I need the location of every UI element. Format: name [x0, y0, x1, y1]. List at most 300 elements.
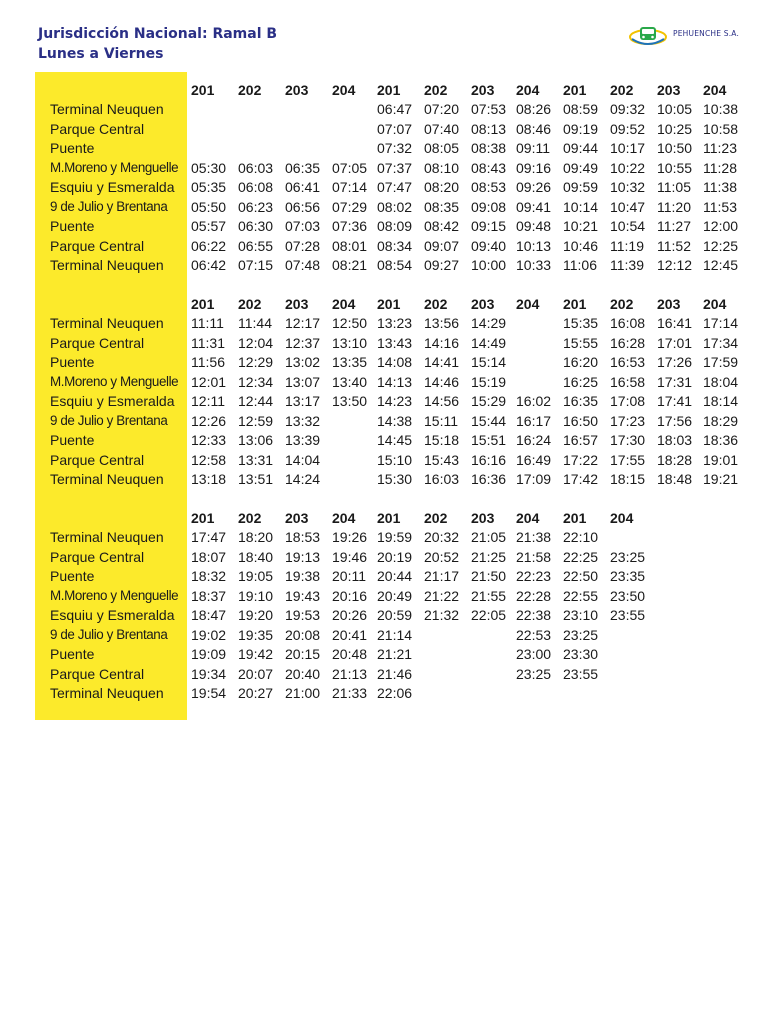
- route-header: 202: [610, 82, 634, 98]
- departure-time: 14:08: [377, 354, 413, 370]
- departure-time: 21:22: [424, 587, 460, 604]
- departure-time: 08:35: [424, 198, 460, 215]
- departure-time: 11:38: [703, 179, 737, 195]
- departure-time: 19:38: [285, 568, 321, 584]
- departure-time: 21:05: [471, 529, 507, 545]
- departure-time: 16:49: [516, 451, 552, 468]
- departure-time: 16:08: [610, 315, 646, 331]
- departure-time: 19:43: [285, 587, 321, 604]
- departure-time: 19:10: [238, 587, 274, 604]
- departure-time: 20:16: [332, 587, 368, 604]
- departure-time: 09:49: [563, 159, 599, 176]
- departure-time: 07:47: [377, 179, 413, 195]
- departure-time: 21:33: [332, 685, 368, 701]
- departure-time: 12:45: [703, 257, 739, 273]
- route-header: 201: [191, 510, 215, 526]
- departure-time: 06:42: [191, 257, 227, 273]
- departure-time: 23:25: [516, 665, 552, 682]
- departure-time: 15:44: [471, 412, 507, 429]
- departure-time: 20:11: [332, 568, 366, 584]
- departure-time: 13:40: [332, 373, 368, 390]
- stop-name: Parque Central: [50, 548, 145, 565]
- departure-time: 15:55: [563, 334, 599, 351]
- departure-time: 15:18: [424, 432, 460, 448]
- route-header: 202: [424, 510, 448, 526]
- departure-time: 06:47: [377, 101, 413, 117]
- departure-time: 13:06: [238, 432, 274, 448]
- departure-time: 16:28: [610, 334, 646, 351]
- route-header: 201: [377, 510, 401, 526]
- departure-time: 15:14: [471, 354, 507, 370]
- departure-time: 20:49: [377, 587, 413, 604]
- departure-time: 19:59: [377, 529, 413, 545]
- departure-time: 13:23: [377, 315, 413, 331]
- departure-time: 07:05: [332, 159, 368, 176]
- departure-time: 06:22: [191, 237, 227, 254]
- departure-time: 07:48: [285, 257, 321, 273]
- departure-time: 19:42: [238, 646, 274, 662]
- departure-time: 19:34: [191, 665, 227, 682]
- departure-time: 17:31: [657, 373, 693, 390]
- route-header: 201: [377, 296, 401, 312]
- departure-time: 16:16: [471, 451, 507, 468]
- route-header: 204: [703, 82, 727, 98]
- departure-time: 12:00: [703, 218, 739, 234]
- departure-time: 21:00: [285, 685, 321, 701]
- departure-time: 07:29: [332, 198, 368, 215]
- departure-time: 10:33: [516, 257, 552, 273]
- departure-time: 08:53: [471, 179, 507, 195]
- departure-time: 22:28: [516, 587, 552, 604]
- departure-time: 19:46: [332, 548, 368, 565]
- departure-time: 23:35: [610, 568, 646, 584]
- departure-time: 07:03: [285, 218, 321, 234]
- departure-time: 09:41: [516, 198, 552, 215]
- departure-time: 09:48: [516, 218, 552, 234]
- departure-time: 16:58: [610, 373, 646, 390]
- departure-time: 08:09: [377, 218, 413, 234]
- departure-time: 08:43: [471, 159, 507, 176]
- departure-time: 12:11: [191, 393, 225, 409]
- departure-time: 06:35: [285, 159, 321, 176]
- departure-time: 20:19: [377, 548, 413, 565]
- departure-time: 06:08: [238, 179, 274, 195]
- departure-time: 13:39: [285, 432, 321, 448]
- departure-time: 13:31: [238, 451, 274, 468]
- departure-time: 20:44: [377, 568, 413, 584]
- stop-name: Parque Central: [50, 237, 145, 254]
- departure-time: 22:50: [563, 568, 599, 584]
- departure-time: 16:25: [563, 373, 599, 390]
- departure-time: 19:26: [332, 529, 368, 545]
- departure-time: 10:17: [610, 140, 646, 156]
- departure-time: 23:10: [563, 607, 599, 623]
- departure-time: 13:43: [377, 334, 413, 351]
- departure-time: 17:34: [703, 334, 739, 351]
- stop-name: Terminal Neuquen: [50, 101, 164, 117]
- departure-time: 15:51: [471, 432, 507, 448]
- departure-time: 20:59: [377, 607, 413, 623]
- departure-time: 20:52: [424, 548, 460, 565]
- departure-time: 14:16: [424, 334, 460, 351]
- departure-time: 09:11: [516, 140, 550, 156]
- title-jurisdiction: Jurisdicción Nacional: Ramal B: [38, 26, 278, 42]
- departure-time: 17:26: [657, 354, 693, 370]
- departure-time: 16:03: [424, 471, 460, 487]
- departure-time: 11:19: [610, 237, 644, 254]
- departure-time: 10:32: [610, 179, 646, 195]
- departure-time: 11:28: [703, 159, 737, 176]
- departure-time: 20:26: [332, 607, 368, 623]
- departure-time: 12:26: [191, 412, 227, 429]
- departure-time: 14:23: [377, 393, 413, 409]
- departure-time: 21:58: [516, 548, 552, 565]
- route-header: 201: [191, 296, 215, 312]
- stop-name: Terminal Neuquen: [50, 685, 164, 701]
- route-header: 201: [191, 82, 215, 98]
- departure-time: 10:00: [471, 257, 507, 273]
- departure-time: 21:55: [471, 587, 507, 604]
- departure-time: 09:26: [516, 179, 552, 195]
- departure-time: 08:01: [332, 237, 368, 254]
- route-header: 203: [285, 510, 309, 526]
- departure-time: 13:10: [332, 334, 368, 351]
- departure-time: 09:52: [610, 120, 646, 137]
- departure-time: 19:54: [191, 685, 227, 701]
- stop-name: Parque Central: [50, 120, 145, 137]
- stop-name: Puente: [50, 568, 95, 584]
- departure-time: 14:49: [471, 334, 507, 351]
- route-header: 203: [285, 82, 309, 98]
- departure-time: 18:53: [285, 529, 321, 545]
- departure-time: 18:20: [238, 529, 274, 545]
- departure-time: 16:57: [563, 432, 599, 448]
- departure-time: 06:56: [285, 198, 321, 215]
- departure-time: 10:55: [657, 159, 693, 176]
- departure-time: 09:40: [471, 237, 507, 254]
- departure-time: 14:46: [424, 373, 460, 390]
- departure-time: 12:12: [657, 257, 693, 273]
- departure-time: 17:01: [657, 334, 693, 351]
- departure-time: 23:55: [610, 607, 646, 623]
- departure-time: 17:08: [610, 393, 646, 409]
- departure-time: 10:50: [657, 140, 693, 156]
- departure-time: 23:30: [563, 646, 599, 662]
- departure-time: 10:05: [657, 101, 693, 117]
- departure-time: 10:47: [610, 198, 646, 215]
- departure-time: 11:56: [191, 354, 225, 370]
- departure-time: 18:03: [657, 432, 693, 448]
- route-header: 204: [332, 510, 356, 526]
- departure-time: 11:53: [703, 198, 737, 215]
- departure-time: 16:20: [563, 354, 599, 370]
- route-header: 204: [516, 510, 540, 526]
- departure-time: 21:14: [377, 626, 413, 643]
- departure-time: 07:32: [377, 140, 413, 156]
- departure-time: 07:37: [377, 159, 413, 176]
- departure-time: 18:40: [238, 548, 274, 565]
- departure-time: 10:54: [610, 218, 646, 234]
- departure-time: 14:38: [377, 412, 413, 429]
- departure-time: 14:13: [377, 373, 413, 390]
- departure-time: 21:21: [377, 646, 413, 662]
- bus-icon: [628, 22, 670, 50]
- departure-time: 14:24: [285, 471, 321, 487]
- departure-time: 18:47: [191, 607, 227, 623]
- stop-name: M.Moreno y Menguelle: [50, 373, 179, 389]
- departure-time: 22:06: [377, 685, 413, 701]
- departure-time: 15:10: [377, 451, 413, 468]
- departure-time: 12:37: [285, 334, 321, 351]
- departure-time: 22:05: [471, 607, 507, 623]
- departure-time: 20:41: [332, 626, 368, 643]
- departure-time: 23:55: [563, 665, 599, 682]
- departure-time: 09:44: [563, 140, 599, 156]
- route-header: 202: [238, 510, 262, 526]
- departure-time: 16:17: [516, 412, 552, 429]
- departure-time: 05:35: [191, 179, 227, 195]
- route-header: 202: [238, 82, 262, 98]
- departure-time: 07:36: [332, 218, 368, 234]
- route-header: 204: [516, 296, 540, 312]
- route-header: 204: [610, 510, 634, 526]
- departure-time: 05:50: [191, 198, 227, 215]
- departure-time: 19:05: [238, 568, 274, 584]
- departure-time: 17:56: [657, 412, 693, 429]
- stop-name: Parque Central: [50, 334, 145, 351]
- departure-time: 18:37: [191, 587, 227, 604]
- departure-time: 08:10: [424, 159, 460, 176]
- departure-time: 14:56: [424, 393, 460, 409]
- departure-time: 16:41: [657, 315, 693, 331]
- departure-time: 19:02: [191, 626, 227, 643]
- departure-time: 19:09: [191, 646, 227, 662]
- departure-time: 18:28: [657, 451, 693, 468]
- departure-time: 11:27: [657, 218, 691, 234]
- departure-time: 08:42: [424, 218, 460, 234]
- departure-time: 08:26: [516, 101, 552, 117]
- departure-time: 08:02: [377, 198, 413, 215]
- departure-time: 12:58: [191, 451, 227, 468]
- page-title: [38, 24, 277, 64]
- departure-time: 08:21: [332, 257, 368, 273]
- departure-time: 18:15: [610, 471, 646, 487]
- stop-name: Puente: [50, 140, 95, 156]
- stop-name: Puente: [50, 646, 95, 662]
- stop-name: Puente: [50, 432, 95, 448]
- departure-time: 08:38: [471, 140, 507, 156]
- departure-time: 14:29: [471, 315, 507, 331]
- departure-time: 12:34: [238, 373, 274, 390]
- departure-time: 08:05: [424, 140, 460, 156]
- departure-time: 17:47: [191, 529, 227, 545]
- departure-time: 07:28: [285, 237, 321, 254]
- departure-time: 17:14: [703, 315, 739, 331]
- departure-time: 20:27: [238, 685, 274, 701]
- route-header: 203: [657, 296, 681, 312]
- departure-time: 22:55: [563, 587, 599, 604]
- departure-time: 16:35: [563, 393, 599, 409]
- departure-time: 07:07: [377, 120, 413, 137]
- departure-time: 12:17: [285, 315, 321, 331]
- stop-name: Terminal Neuquen: [50, 257, 164, 273]
- departure-time: 18:36: [703, 432, 739, 448]
- departure-time: 16:36: [471, 471, 507, 487]
- departure-time: 19:53: [285, 607, 321, 623]
- departure-time: 09:16: [516, 159, 552, 176]
- departure-time: 05:30: [191, 159, 227, 176]
- departure-time: 20:15: [285, 646, 321, 662]
- departure-time: 16:24: [516, 432, 552, 448]
- departure-time: 19:35: [238, 626, 274, 643]
- departure-time: 10:25: [657, 120, 693, 137]
- route-header: 201: [563, 82, 587, 98]
- departure-time: 19:01: [703, 451, 739, 468]
- departure-time: 18:07: [191, 548, 227, 565]
- stop-name: Parque Central: [50, 665, 145, 682]
- route-header: 204: [703, 296, 727, 312]
- departure-time: 19:20: [238, 607, 274, 623]
- departure-time: 07:14: [332, 179, 368, 195]
- departure-time: 22:38: [516, 607, 552, 623]
- departure-time: 13:07: [285, 373, 321, 390]
- stop-name: 9 de Julio y Brentana: [50, 412, 168, 428]
- departure-time: 11:11: [191, 315, 224, 331]
- departure-time: 20:32: [424, 529, 460, 545]
- departure-time: 21:13: [332, 665, 368, 682]
- departure-time: 15:29: [471, 393, 507, 409]
- departure-time: 08:13: [471, 120, 507, 137]
- departure-time: 17:42: [563, 471, 599, 487]
- departure-time: 21:25: [471, 548, 507, 565]
- stop-name: Puente: [50, 354, 95, 370]
- departure-time: 15:35: [563, 315, 599, 331]
- route-header: 201: [377, 82, 401, 98]
- departure-time: 09:27: [424, 257, 460, 273]
- departure-time: 21:50: [471, 568, 507, 584]
- departure-time: 14:41: [424, 354, 460, 370]
- route-header: 202: [424, 82, 448, 98]
- departure-time: 11:31: [191, 334, 225, 351]
- departure-time: 16:50: [563, 412, 599, 429]
- departure-time: 17:59: [703, 354, 739, 370]
- route-header: 203: [657, 82, 681, 98]
- departure-time: 10:58: [703, 120, 739, 137]
- stop-name: Terminal Neuquen: [50, 471, 164, 487]
- departure-time: 11:44: [238, 315, 272, 331]
- route-header: 204: [332, 296, 356, 312]
- departure-time: 21:46: [377, 665, 413, 682]
- departure-time: 22:53: [516, 626, 552, 643]
- stop-name: 9 de Julio y Brentana: [50, 198, 168, 214]
- route-header: 202: [238, 296, 262, 312]
- departure-time: 18:04: [703, 373, 739, 390]
- departure-time: 07:20: [424, 101, 460, 117]
- departure-time: 21:32: [424, 607, 460, 623]
- departure-time: 06:41: [285, 179, 321, 195]
- departure-time: 08:59: [563, 101, 599, 117]
- departure-time: 09:08: [471, 198, 507, 215]
- stop-name: M.Moreno y Menguelle: [50, 159, 179, 175]
- departure-time: 22:23: [516, 568, 552, 584]
- departure-time: 16:02: [516, 393, 552, 409]
- departure-time: 15:30: [377, 471, 413, 487]
- route-header: 203: [285, 296, 309, 312]
- departure-time: 19:21: [703, 471, 739, 487]
- departure-time: 09:07: [424, 237, 460, 254]
- departure-time: 17:30: [610, 432, 646, 448]
- departure-time: 08:46: [516, 120, 552, 137]
- departure-time: 17:55: [610, 451, 646, 468]
- departure-time: 09:15: [471, 218, 507, 234]
- stop-name: Terminal Neuquen: [50, 529, 164, 545]
- departure-time: 20:08: [285, 626, 321, 643]
- company-logo-text: PEHUENCHE S.A.: [673, 29, 740, 38]
- departure-time: 09:32: [610, 101, 646, 117]
- departure-time: 20:40: [285, 665, 321, 682]
- departure-time: 18:14: [703, 393, 739, 409]
- company-logo: [628, 22, 758, 50]
- departure-time: 16:53: [610, 354, 646, 370]
- departure-time: 21:17: [424, 568, 460, 584]
- departure-time: 08:54: [377, 257, 413, 273]
- route-header: 204: [332, 82, 356, 98]
- stop-name: Puente: [50, 218, 95, 234]
- departure-time: 13:32: [285, 412, 321, 429]
- departure-time: 11:05: [657, 179, 691, 195]
- departure-time: 13:56: [424, 315, 460, 331]
- route-header: 202: [424, 296, 448, 312]
- departure-time: 18:32: [191, 568, 227, 584]
- departure-time: 12:59: [238, 412, 274, 429]
- departure-time: 17:23: [610, 412, 646, 429]
- departure-time: 13:02: [285, 354, 321, 370]
- departure-time: 20:07: [238, 665, 274, 682]
- departure-time: 10:46: [563, 237, 599, 254]
- stop-name: Parque Central: [50, 451, 145, 468]
- departure-time: 20:48: [332, 646, 368, 662]
- departure-time: 11:20: [657, 198, 691, 215]
- route-header: 203: [471, 510, 495, 526]
- departure-time: 10:38: [703, 101, 739, 117]
- departure-time: 23:25: [610, 548, 646, 565]
- departure-time: 06:30: [238, 218, 274, 234]
- departure-time: 23:00: [516, 646, 552, 662]
- departure-time: 06:55: [238, 237, 274, 254]
- stop-name: Esquiu y Esmeralda: [50, 393, 175, 409]
- departure-time: 10:21: [563, 218, 599, 234]
- departure-time: 13:50: [332, 393, 368, 409]
- stop-name: 9 de Julio y Brentana: [50, 626, 168, 642]
- departure-time: 18:48: [657, 471, 693, 487]
- departure-time: 15:19: [471, 373, 507, 390]
- route-header: 201: [563, 510, 587, 526]
- route-header: 202: [610, 296, 634, 312]
- departure-time: 19:13: [285, 548, 321, 565]
- departure-time: 10:14: [563, 198, 599, 215]
- departure-time: 11:06: [563, 257, 597, 273]
- departure-time: 12:50: [332, 315, 368, 331]
- departure-time: 17:41: [657, 393, 693, 409]
- departure-time: 23:25: [563, 626, 599, 643]
- departure-time: 13:51: [238, 471, 274, 487]
- departure-time: 11:39: [610, 257, 644, 273]
- departure-time: 13:18: [191, 471, 227, 487]
- departure-time: 12:29: [238, 354, 274, 370]
- departure-time: 10:13: [516, 237, 552, 254]
- departure-time: 08:20: [424, 179, 460, 195]
- departure-time: 21:38: [516, 529, 552, 545]
